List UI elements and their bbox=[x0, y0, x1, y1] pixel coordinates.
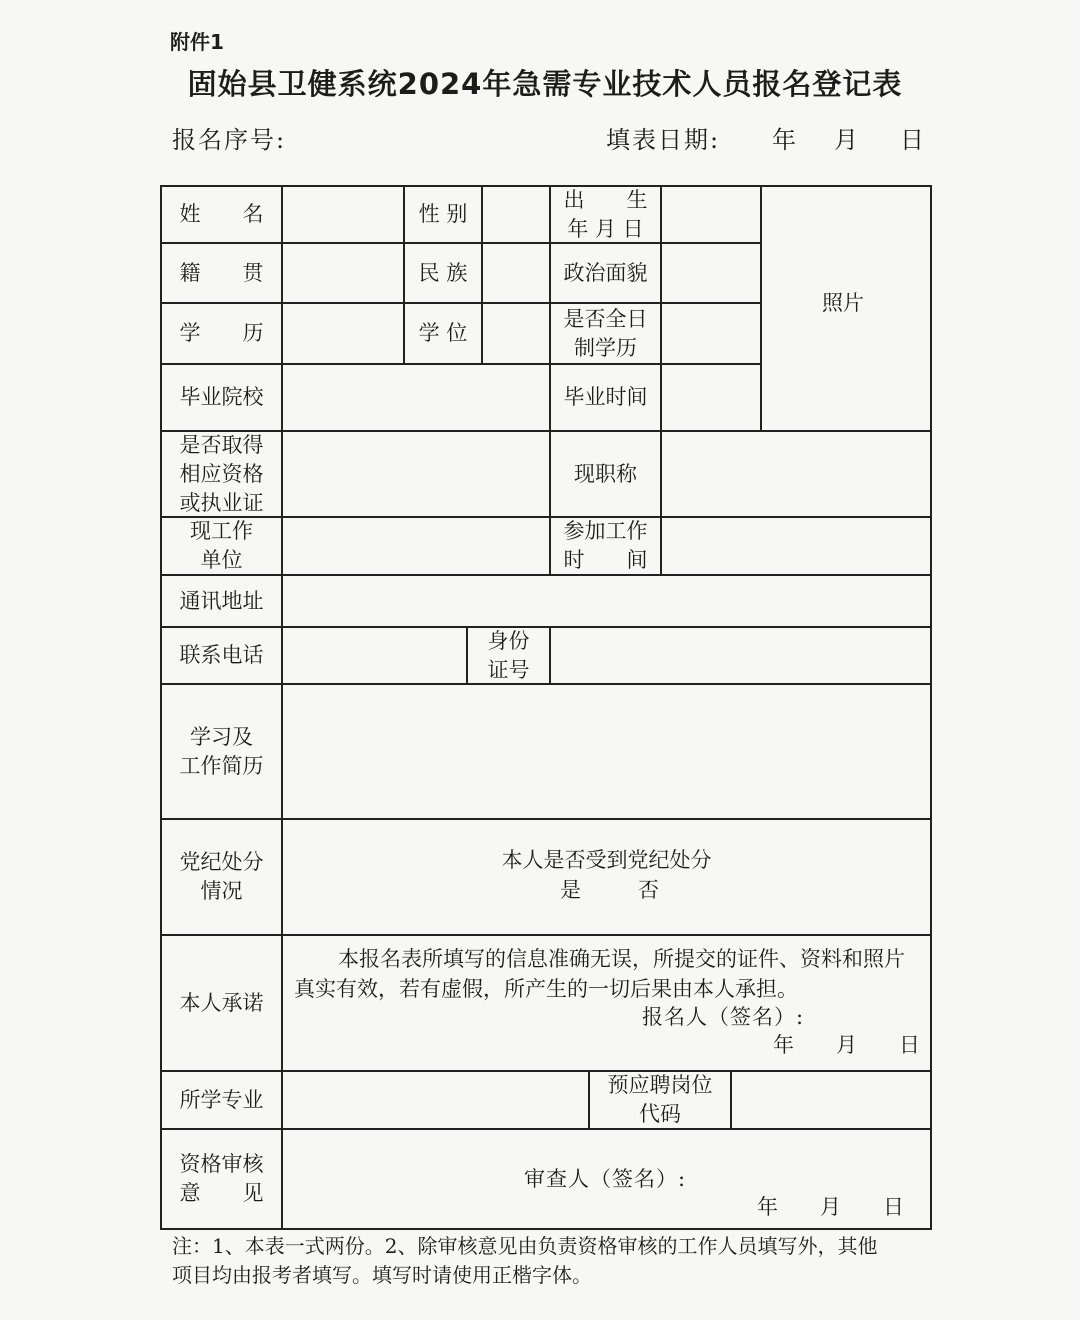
fill-date-month: 月 bbox=[834, 126, 860, 154]
review-opinion-label: 资格审核 意 见 bbox=[179, 1152, 264, 1205]
applicant-signature-date[interactable]: 年 月 日 bbox=[773, 1033, 920, 1057]
reviewer-signature-label: 审查人（签名）: bbox=[524, 1167, 687, 1191]
applicant-signature-label: 报名人（签名）: bbox=[642, 1005, 805, 1029]
address-label: 通讯地址 bbox=[179, 588, 264, 613]
resume-label: 学习及 工作简历 bbox=[179, 724, 264, 778]
address-field[interactable] bbox=[283, 576, 930, 626]
table-border bbox=[930, 185, 932, 1230]
serial-number-label: 报名序号: bbox=[172, 126, 287, 154]
fill-date-label: 填表日期: bbox=[606, 126, 721, 154]
education-field[interactable] bbox=[283, 304, 403, 363]
promise-text-line1: 本报名表所填写的信息准确无误，所提交的证件、资料和照片 bbox=[338, 947, 905, 971]
workplace-field[interactable] bbox=[283, 518, 549, 574]
birth-date-label: 出 生 年 月 日 bbox=[563, 187, 648, 241]
gender-label: 性 别 bbox=[418, 202, 468, 226]
phone-label: 联系电话 bbox=[179, 643, 264, 667]
work-start-time-field[interactable] bbox=[662, 518, 930, 574]
fill-date-year: 年 bbox=[772, 126, 798, 154]
graduation-time-field[interactable] bbox=[662, 365, 760, 430]
name-label: 姓 名 bbox=[179, 202, 264, 226]
qualification-field[interactable] bbox=[283, 432, 549, 516]
id-number-label: 身份 证号 bbox=[487, 628, 530, 682]
ethnicity-field[interactable] bbox=[483, 244, 549, 302]
major-label: 所学专业 bbox=[179, 1087, 264, 1112]
id-number-field[interactable] bbox=[551, 628, 930, 683]
photo-label: 照片 bbox=[822, 291, 864, 315]
promise-text-line2: 真实有效，若有虚假，所产生的一切后果由本人承担。 bbox=[294, 977, 798, 1001]
degree-field[interactable] bbox=[483, 304, 549, 363]
work-start-time-label: 参加工作 时 间 bbox=[563, 519, 648, 572]
fulltime-education-field[interactable] bbox=[662, 304, 760, 363]
professional-title-field[interactable] bbox=[662, 432, 930, 516]
native-place-field[interactable] bbox=[283, 244, 403, 302]
school-label: 毕业院校 bbox=[179, 385, 264, 409]
discipline-question: 本人是否受到党纪处分 bbox=[501, 848, 712, 872]
form-title: 固始县卫健系统2024年急需专业技术人员报名登记表 bbox=[187, 67, 903, 101]
school-field[interactable] bbox=[283, 365, 549, 430]
resume-field[interactable] bbox=[283, 685, 930, 818]
note-line-2: 项目均由报考者填写。填写时请使用正楷字体。 bbox=[172, 1263, 592, 1287]
phone-field[interactable] bbox=[283, 628, 466, 683]
discipline-no-option[interactable]: 否 bbox=[638, 878, 659, 902]
reviewer-signature-date[interactable]: 年 月 日 bbox=[757, 1195, 904, 1219]
gender-field[interactable] bbox=[483, 187, 549, 242]
name-field[interactable] bbox=[283, 187, 403, 242]
degree-label: 学 位 bbox=[418, 321, 468, 345]
ethnicity-label: 民 族 bbox=[418, 260, 468, 285]
post-code-field[interactable] bbox=[732, 1072, 930, 1128]
education-label: 学 历 bbox=[179, 321, 264, 345]
qualification-label: 是否取得 相应资格 或执业证 bbox=[179, 432, 264, 515]
photo-placeholder[interactable] bbox=[762, 187, 930, 430]
fill-date-day: 日 bbox=[900, 126, 926, 154]
graduation-time-label: 毕业时间 bbox=[563, 385, 648, 409]
post-code-label: 预应聘岗位 代码 bbox=[607, 1073, 713, 1126]
native-place-label: 籍 贯 bbox=[179, 260, 264, 285]
political-status-label: 政治面貌 bbox=[563, 260, 648, 285]
political-status-field[interactable] bbox=[662, 244, 760, 302]
discipline-yes-option[interactable]: 是 bbox=[560, 878, 581, 902]
table-border bbox=[160, 1228, 932, 1230]
discipline-label: 党纪处分 情况 bbox=[179, 850, 264, 903]
promise-label: 本人承诺 bbox=[179, 990, 264, 1015]
major-field[interactable] bbox=[283, 1072, 588, 1128]
professional-title-label: 现职称 bbox=[574, 461, 637, 486]
birth-date-field[interactable] bbox=[662, 187, 760, 242]
workplace-label: 现工作 单位 bbox=[190, 519, 253, 572]
attachment-label: 附件1 bbox=[170, 30, 224, 54]
fulltime-education-label: 是否全日 制学历 bbox=[563, 306, 648, 360]
note-line-1: 注：1、本表一式两份。2、除审核意见由负责资格审核的工作人员填写外，其他 bbox=[172, 1234, 878, 1258]
form-note bbox=[172, 1232, 932, 1290]
